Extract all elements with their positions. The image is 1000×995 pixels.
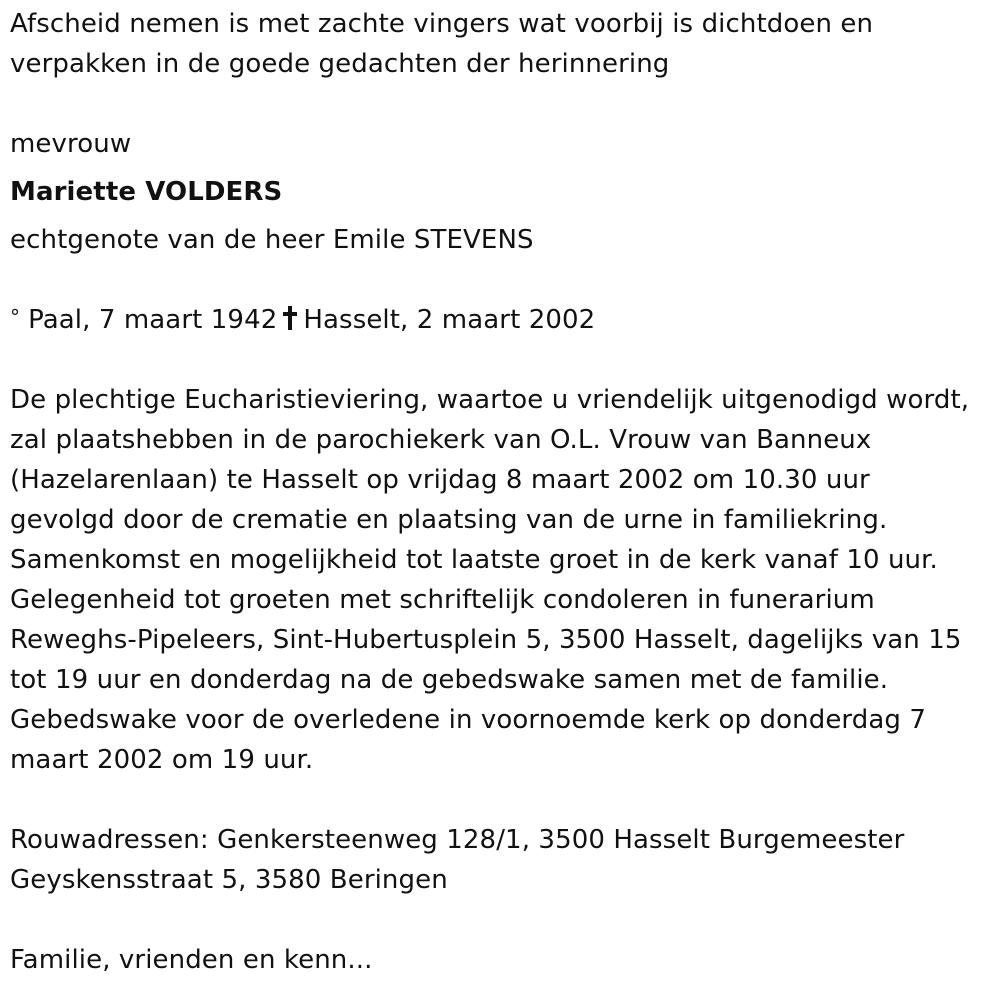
deceased-name: Mariette VOLDERS — [10, 177, 283, 207]
service-line: Samenkomst en mogelijkheid tot laatste groet in de kerk vanaf 10 uur. — [10, 545, 938, 575]
spacer — [10, 340, 995, 380]
motto-line-2: verpakken in de goede gedachten der herinnering — [10, 49, 670, 79]
birth-symbol: ° — [10, 305, 21, 329]
spacer — [10, 780, 995, 820]
spacer — [10, 84, 995, 124]
cross-icon — [283, 306, 297, 330]
spacer — [10, 260, 995, 300]
birth-date: Paal, 7 maart 1942 — [28, 305, 278, 335]
service-line: (Hazelarenlaan) te Hasselt op vrijdag 8 maart 2002 om 10.30 uur — [10, 465, 870, 495]
service-line: De plechtige Eucharistieviering, waartoe u vriendelijk uitgenodigd wordt, — [10, 385, 970, 415]
spouse-line: echtgenote van de heer Emile STEVENS — [10, 225, 534, 255]
service-line: zal plaatshebben in de parochiekerk van O.L. Vrouw van Banneux — [10, 425, 872, 455]
address-line: Geyskensstraat 5, 3580 Beringen — [10, 865, 448, 895]
address-line: Rouwadressen: Genkersteenweg 128/1, 3500 Hasselt Burgemeester — [10, 825, 905, 855]
closing-line: Familie, vrienden en kenn... — [10, 945, 373, 975]
service-line: Gelegenheid tot groeten met schriftelijk condoleren in funerarium — [10, 585, 875, 615]
death-date: Hasselt, 2 maart 2002 — [303, 305, 596, 335]
service-line: gevolgd door de crematie en plaatsing van de urne in familiekring. — [10, 505, 888, 535]
service-line: maart 2002 om 19 uur. — [10, 745, 314, 775]
spacer — [10, 900, 995, 940]
motto-line-1: Afscheid nemen is met zachte vingers wat voorbij is dichtdoen en — [10, 9, 874, 39]
obituary-document — [10, 4, 995, 980]
dates-line — [10, 300, 995, 340]
service-line: tot 19 uur en donderdag na de gebedswake samen met de familie. — [10, 665, 889, 695]
service-line: Gebedswake voor de overledene in voornoemde kerk op donderdag 7 — [10, 705, 926, 735]
service-line: Reweghs-Pipeleers, Sint-Hubertusplein 5, 3500 Hasselt, dagelijks van 15 — [10, 625, 962, 655]
deceased-title: mevrouw — [10, 129, 132, 159]
